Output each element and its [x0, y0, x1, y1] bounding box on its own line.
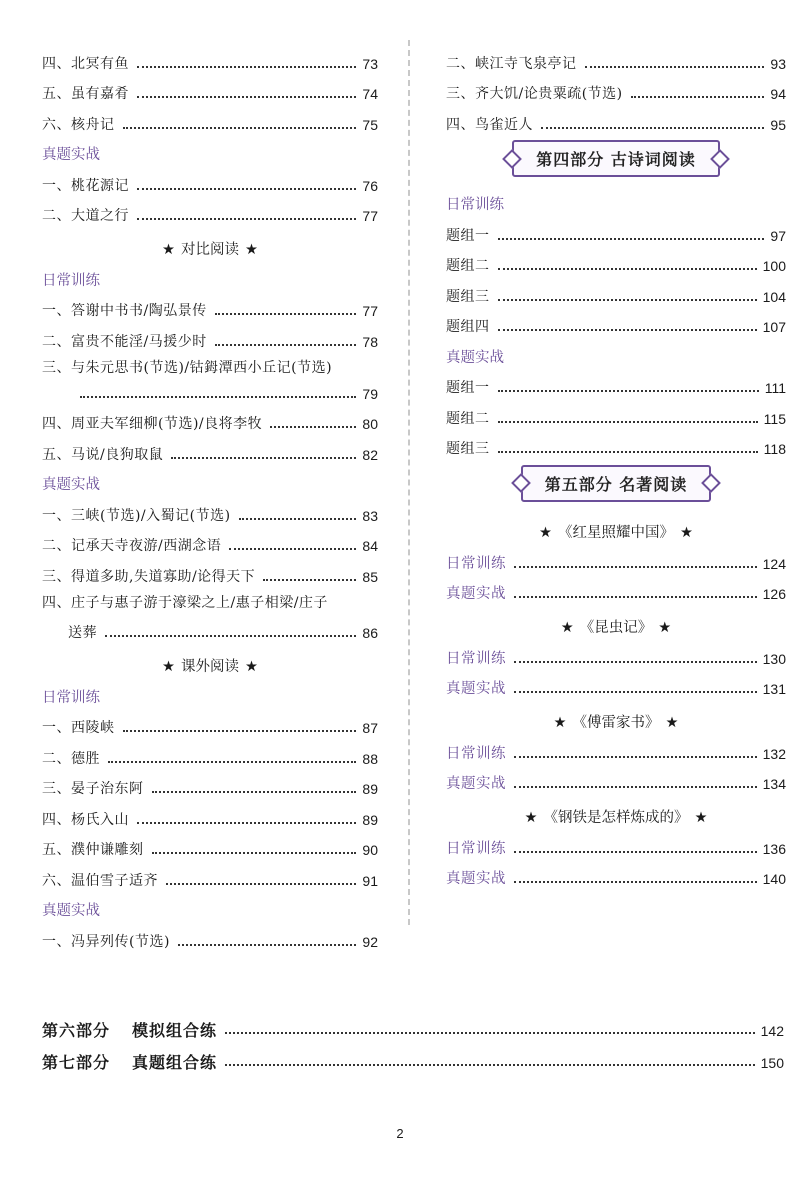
toc-entry[interactable]: [446, 245, 786, 276]
entry-title: 真题实战: [446, 871, 506, 887]
page-number: 2: [396, 1126, 404, 1141]
toc-entry[interactable]: [446, 214, 786, 245]
star-icon: ★: [245, 659, 258, 675]
dot-leader: [498, 421, 758, 423]
entry-title: 三、齐大饥/论贵粟疏(节选): [446, 86, 623, 102]
entry-title: 一、冯异列传(节选): [42, 933, 170, 950]
entry-title: 二、德胜: [42, 750, 100, 767]
toc-entry[interactable]: [446, 306, 786, 337]
entry-page: 76: [362, 177, 378, 194]
toc-entry[interactable]: [42, 73, 378, 104]
star-icon: ★: [560, 620, 574, 636]
entry-title: 二、峡江寺飞泉亭记: [446, 55, 577, 72]
subheading-real-practice: 真题实战: [42, 903, 100, 919]
entry-page: 94: [770, 86, 786, 102]
toc-entry[interactable]: [42, 290, 378, 321]
entry-title: 一、答谢中书书/陶弘景传: [42, 303, 207, 319]
entry-page: 95: [770, 116, 786, 133]
toc-entry[interactable]: [446, 73, 786, 104]
book-title: 《红星照耀中国》: [558, 525, 674, 541]
book-title: 《傅雷家书》: [572, 715, 660, 731]
entry-title: 六、核舟记: [42, 116, 115, 133]
star-icon: ★: [539, 525, 552, 541]
entry-page: 77: [362, 303, 378, 319]
entry-page: 111: [764, 380, 786, 396]
dot-leader: [498, 299, 757, 301]
toc-entry[interactable]: [446, 275, 786, 306]
star-icon: ★: [553, 715, 567, 731]
toc-entry[interactable]: [42, 42, 378, 73]
dot-leader: [137, 188, 356, 190]
toc-entry[interactable]: [446, 827, 786, 858]
part-banner-4: [446, 134, 786, 184]
toc-entry[interactable]: [446, 668, 786, 699]
dot-leader: [171, 457, 356, 459]
entry-title: 一、西陵峡: [42, 720, 115, 736]
entry-title: 二、大道之行: [42, 208, 129, 224]
dot-leader: [514, 566, 757, 568]
subheading-daily-training: 日常训练: [42, 272, 100, 289]
entry-title: 三、晏子治东阿: [42, 781, 144, 797]
dot-leader: [270, 426, 356, 428]
subheading-real-practice: 真题实战: [42, 477, 100, 493]
entry-title: 二、富贵不能淫/马援少时: [42, 333, 207, 350]
entry-page: 89: [362, 781, 378, 797]
dot-leader: [514, 786, 757, 788]
entry-title: 四、鸟雀近人: [446, 116, 533, 133]
dot-leader: [514, 661, 757, 663]
toc-entry[interactable]: [446, 397, 786, 428]
entry-title: 日常训练: [446, 555, 506, 572]
toc-entry[interactable]: [446, 637, 786, 668]
entry-page: 75: [362, 116, 378, 133]
toc-entry[interactable]: [42, 555, 378, 586]
dot-leader: [178, 944, 356, 946]
dot-leader: [152, 791, 357, 793]
dot-leader: [137, 66, 356, 68]
entry-title: 日常训练: [446, 650, 506, 667]
column-divider: [408, 40, 410, 925]
toc-entry[interactable]: [446, 428, 786, 459]
dot-leader: [541, 127, 764, 129]
entry-title: 三、得道多助,失道寡助/论得天下: [42, 568, 256, 585]
entry-title: 五、虽有嘉肴: [42, 86, 129, 102]
toc-entry[interactable]: [42, 433, 378, 464]
part-label: 第七部分: [42, 1053, 111, 1072]
toc-entry[interactable]: [446, 542, 786, 573]
dot-leader: [137, 96, 356, 98]
entry-page: 79: [362, 385, 378, 402]
entry-title: 题组一: [446, 380, 490, 396]
entry-title: 四、周亚夫军细柳(节选)/良将李牧: [42, 416, 263, 432]
entry-page: 134: [762, 776, 786, 792]
dot-leader: [514, 851, 757, 853]
entry-page: 93: [770, 55, 786, 72]
toc-entry-continuation[interactable]: [42, 377, 378, 403]
section-title: 对比阅读: [181, 242, 239, 258]
entry-page: 89: [362, 811, 378, 828]
entry-page: 82: [362, 446, 378, 463]
toc-entry[interactable]: [42, 195, 378, 226]
entry-page: 90: [362, 842, 378, 858]
toc-entry[interactable]: [446, 858, 786, 889]
section-heading-comparative: [42, 225, 378, 259]
toc-entry[interactable]: [42, 859, 378, 890]
entry-title: 二、记承天寺夜游/西湖念语: [42, 538, 222, 554]
entry-page: 136: [762, 840, 786, 857]
entry-title: 四、北冥有鱼: [42, 55, 129, 72]
part-title: 模拟组合练: [132, 1021, 218, 1040]
dot-leader: [229, 548, 356, 550]
toc-entry[interactable]: [446, 573, 786, 604]
entry-page: 80: [362, 416, 378, 432]
section-title: 课外阅读: [181, 659, 239, 675]
star-icon: ★: [245, 242, 258, 258]
toc-entry[interactable]: [446, 763, 786, 794]
entry-page: 107: [762, 319, 786, 335]
toc-part-entry[interactable]: [42, 1040, 784, 1072]
toc-entry[interactable]: [42, 798, 378, 829]
toc-entry-wrapped[interactable]: [42, 351, 378, 377]
dot-leader: [498, 329, 757, 331]
entry-page: 87: [362, 720, 378, 736]
entry-page: 100: [762, 258, 786, 274]
dot-leader: [498, 451, 758, 453]
star-icon: ★: [694, 810, 708, 826]
dot-leader: [215, 313, 357, 315]
dot-leader: [108, 761, 356, 763]
entry-title: 一、三峡(节选)/入蜀记(节选): [42, 507, 231, 524]
dot-leader: [498, 268, 757, 270]
entry-page: 74: [362, 86, 378, 102]
star-icon: ★: [658, 620, 672, 636]
entry-title: 六、温伯雪子适齐: [42, 872, 158, 889]
part-banner-5: [446, 458, 786, 508]
star-icon: ★: [524, 810, 538, 826]
book-heading: [446, 508, 786, 542]
star-icon: ★: [162, 242, 175, 258]
toc-part-entry[interactable]: [42, 1008, 784, 1040]
dot-leader: [498, 390, 759, 392]
part-title: 真题组合练: [132, 1053, 218, 1072]
dot-leader: [263, 579, 356, 581]
entry-title: 真题实战: [446, 776, 506, 792]
toc-entry[interactable]: [42, 164, 378, 195]
dot-leader: [225, 1064, 755, 1066]
dot-leader: [631, 96, 765, 98]
entry-page: 83: [362, 507, 378, 524]
entry-page: 104: [762, 288, 786, 305]
toc-entry[interactable]: [42, 829, 378, 860]
dot-leader: [105, 635, 356, 637]
star-icon: ★: [680, 525, 693, 541]
dot-leader: [514, 596, 757, 598]
entry-page: 118: [763, 441, 786, 457]
toc-entry[interactable]: [42, 320, 378, 351]
entry-title: 题组三: [446, 441, 490, 457]
toc-entry-wrapped[interactable]: [42, 586, 378, 612]
entry-page: 140: [762, 871, 786, 887]
entry-title: 题组三: [446, 288, 490, 305]
dot-leader: [498, 238, 765, 240]
toc-entry[interactable]: [446, 367, 786, 398]
entry-page: 92: [362, 933, 378, 950]
entry-title-continued: 送葬: [68, 625, 97, 641]
toc-entry[interactable]: [42, 525, 378, 556]
entry-page: 97: [770, 227, 786, 244]
subheading-daily-training: 日常训练: [446, 197, 504, 213]
toc-left-column: [42, 42, 378, 951]
dot-leader: [152, 852, 357, 854]
dot-leader: [123, 730, 357, 732]
entry-page: 91: [362, 872, 378, 889]
toc-entry[interactable]: [446, 103, 786, 134]
toc-entry[interactable]: [42, 707, 378, 738]
dot-leader: [80, 396, 356, 398]
entry-page: 73: [362, 55, 378, 72]
dot-leader: [239, 518, 357, 520]
toc-entry[interactable]: [42, 494, 378, 525]
book-heading: [446, 698, 786, 732]
toc-entry-continuation[interactable]: [42, 612, 378, 643]
toc-entry[interactable]: [42, 403, 378, 434]
part-label: 第六部分: [42, 1021, 111, 1040]
entry-title: 题组二: [446, 258, 490, 274]
entry-title: 日常训练: [446, 745, 506, 762]
dot-leader: [514, 881, 757, 883]
entry-title: 真题实战: [446, 586, 506, 602]
entry-title: 四、庄子与惠子游于濠梁之上/惠子相梁/庄子: [42, 594, 328, 611]
entry-page: 131: [762, 681, 786, 697]
section-heading-extracurricular: [42, 642, 378, 676]
toc-entry[interactable]: [446, 732, 786, 763]
dot-leader: [585, 66, 765, 68]
entry-page: 84: [362, 538, 378, 554]
dot-leader: [225, 1032, 755, 1034]
dot-leader: [123, 127, 357, 129]
dot-leader: [166, 883, 356, 885]
entry-page: 77: [362, 208, 378, 224]
book-title: 《昆虫记》: [579, 620, 653, 636]
entry-title: 五、马说/良狗取鼠: [42, 446, 164, 463]
book-heading: [446, 603, 786, 637]
subheading-real-practice: 真题实战: [446, 349, 504, 366]
toc-entry[interactable]: [42, 737, 378, 768]
toc-right-column: [446, 42, 786, 888]
entry-title: 四、杨氏入山: [42, 811, 129, 828]
toc-entry[interactable]: [42, 103, 378, 134]
entry-page: 132: [762, 745, 786, 762]
star-icon: ★: [665, 715, 679, 731]
book-title: 《钢铁是怎样炼成的》: [543, 810, 689, 826]
entry-title: 题组二: [446, 410, 490, 427]
entry-page: 130: [762, 650, 786, 667]
entry-page: 126: [762, 586, 786, 602]
entry-title: 一、桃花源记: [42, 177, 129, 194]
book-heading: [446, 793, 786, 827]
entry-page: 78: [362, 333, 378, 350]
entry-page: 142: [760, 1023, 784, 1039]
bottom-parts: [42, 1008, 784, 1072]
toc-entry[interactable]: [446, 42, 786, 73]
entry-title: 真题实战: [446, 681, 506, 697]
dot-leader: [137, 218, 356, 220]
star-icon: ★: [162, 659, 175, 675]
part-banner-title: 第五部分 名著阅读: [521, 465, 712, 502]
entry-page: 150: [760, 1055, 784, 1071]
part-banner-title: 第四部分 古诗词阅读: [512, 140, 720, 177]
toc-entry[interactable]: [42, 768, 378, 799]
toc-entry[interactable]: [42, 920, 378, 951]
dot-leader: [514, 756, 757, 758]
entry-title: 日常训练: [446, 840, 506, 857]
dot-leader: [215, 344, 357, 346]
entry-title: 题组一: [446, 227, 490, 244]
entry-page: 86: [362, 625, 378, 641]
dot-leader: [137, 822, 356, 824]
entry-page: 85: [362, 568, 378, 585]
entry-title: 三、与朱元思书(节选)/钴鉧潭西小丘记(节选): [42, 359, 333, 376]
entry-page: 124: [762, 555, 786, 572]
dot-leader: [514, 691, 757, 693]
subheading-daily-training: 日常训练: [42, 689, 100, 706]
subheading-real-practice: 真题实战: [42, 147, 100, 163]
entry-title: 五、濮仲谦雕刻: [42, 842, 144, 858]
entry-page: 115: [763, 410, 786, 427]
entry-title: 题组四: [446, 319, 490, 335]
entry-page: 88: [362, 750, 378, 767]
